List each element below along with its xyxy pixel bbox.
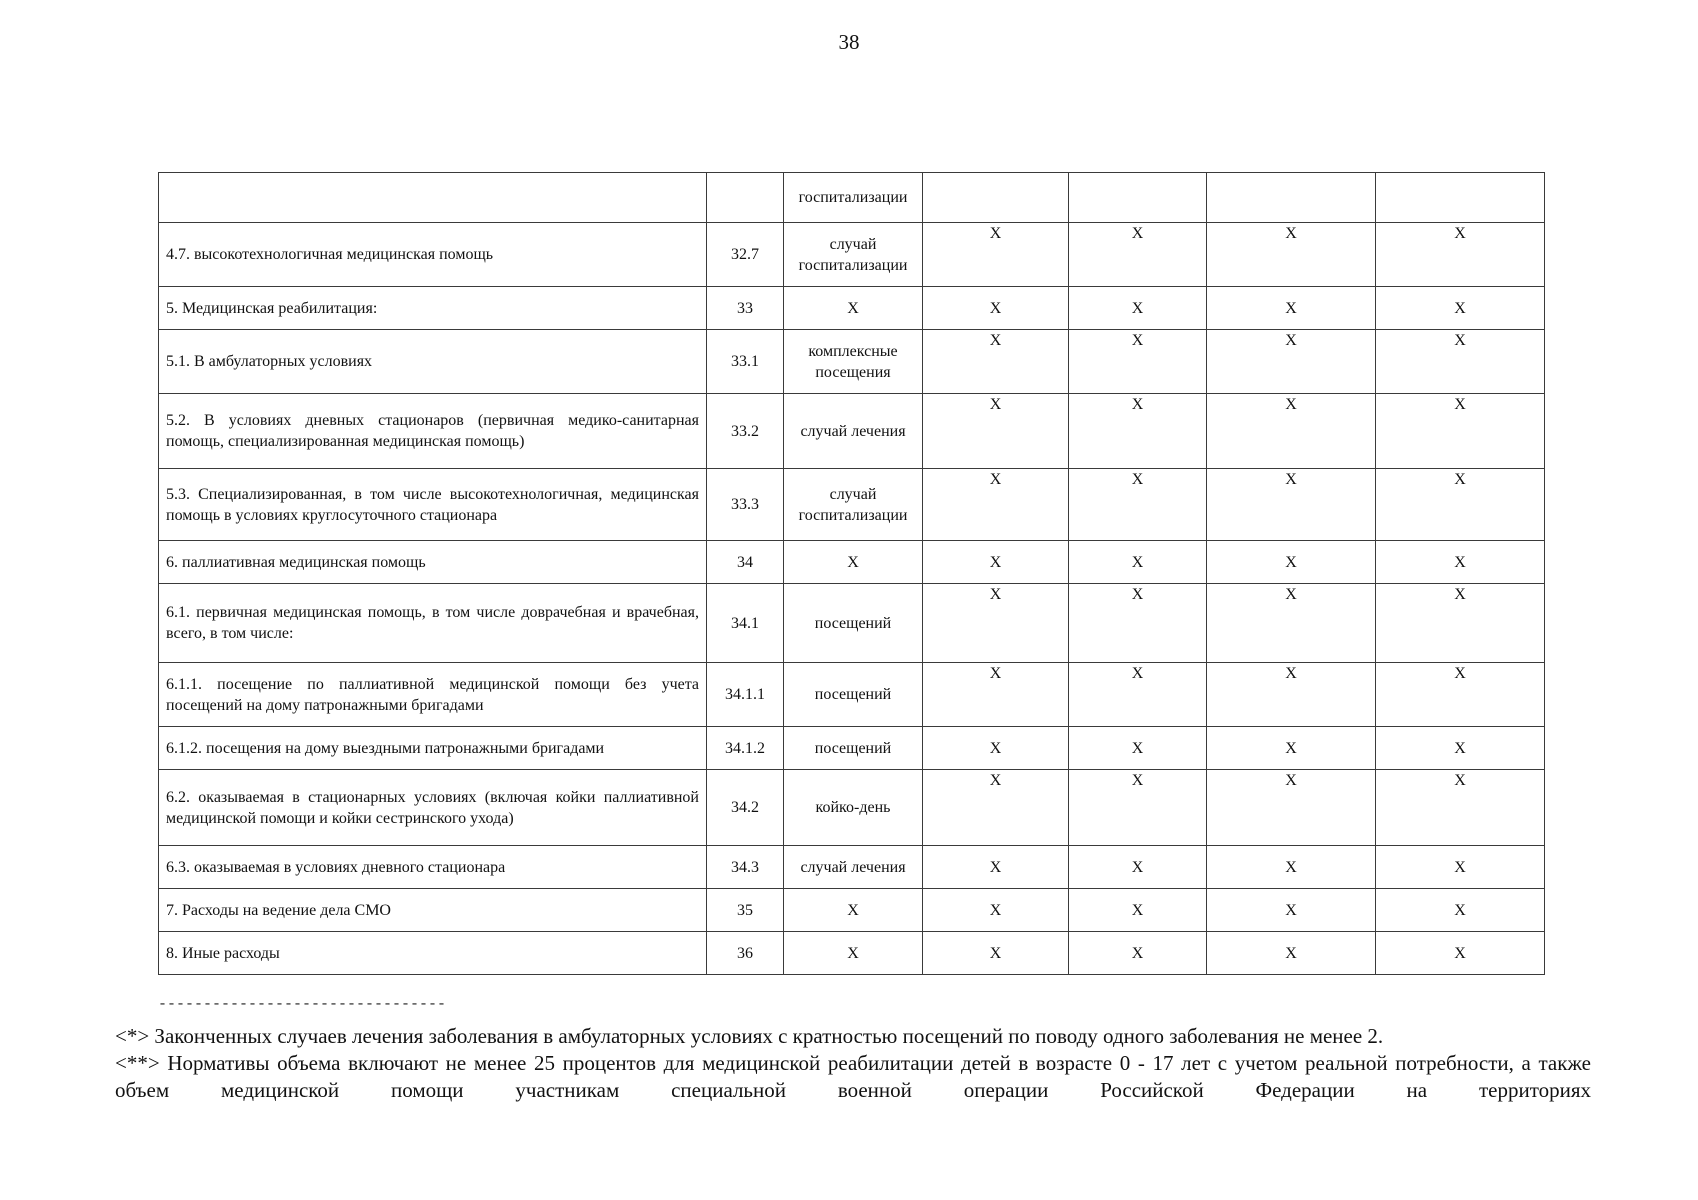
row-value-cell: X xyxy=(1376,770,1545,846)
row-value-cell: X xyxy=(923,932,1069,975)
row-value-cell: X xyxy=(1069,330,1207,394)
row-unit-cell: посещений xyxy=(784,663,923,727)
row-number-cell: 34.1 xyxy=(707,584,784,663)
row-value-cell: X xyxy=(1069,770,1207,846)
table-row xyxy=(159,469,1545,541)
footnote-2: <**> Нормативы объема включают не менее 25 процентов для медицинской реабилитации детей в возрасте 0 - 17 лет с учетом реальной потребности, а также объем медицинской помощи участникам специальной военной операции Российской Федерации на территориях xyxy=(115,1051,1591,1102)
page-number: 38 xyxy=(838,30,860,54)
row-value-cell: X xyxy=(1069,889,1207,932)
row-value-cell: X xyxy=(1207,663,1376,727)
row-value-cell: X xyxy=(1376,584,1545,663)
row-value-cell: X xyxy=(1069,287,1207,330)
row-value-cell: X xyxy=(1069,394,1207,469)
row-value-cell: X xyxy=(1207,846,1376,889)
row-name-cell: 6.3. оказываемая в условиях дневного стационара xyxy=(159,846,707,889)
row-name-cell: 8. Иные расходы xyxy=(159,932,707,975)
row-name-cell: 6.1.1. посещение по паллиативной медицинской помощи без учета посещений на дому патронажными бригадами xyxy=(159,663,707,727)
row-value-cell: X xyxy=(1069,727,1207,770)
row-value-cell: X xyxy=(1376,663,1545,727)
row-name-cell: 6.2. оказываемая в стационарных условиях (включая койки паллиативной медицинской помощи и койки сестринского ухода) xyxy=(159,770,707,846)
row-name-cell: 7. Расходы на ведение дела СМО xyxy=(159,889,707,932)
table-row xyxy=(159,770,1545,846)
table-row xyxy=(159,223,1545,287)
row-name-cell: 6. паллиативная медицинская помощь xyxy=(159,541,707,584)
table-row xyxy=(159,541,1545,584)
row-unit-cell: X xyxy=(784,287,923,330)
row-value-cell: X xyxy=(1376,889,1545,932)
row-name-cell: 5.2. В условиях дневных стационаров (первичная медико-санитарная помощь, специализированная медицинская помощь) xyxy=(159,394,707,469)
row-name-cell: 5. Медицинская реабилитация: xyxy=(159,287,707,330)
row-number-cell: 33.1 xyxy=(707,330,784,394)
row-value-cell: X xyxy=(1376,469,1545,541)
row-number-cell: 33.3 xyxy=(707,469,784,541)
table-row xyxy=(159,727,1545,770)
row-value-cell: X xyxy=(923,330,1069,394)
row-number-cell: 35 xyxy=(707,889,784,932)
row-value-cell: X xyxy=(1069,932,1207,975)
table-row xyxy=(159,663,1545,727)
row-name-cell: 5.3. Специализированная, в том числе высокотехнологичная, медицинская помощь в условиях круглосуточного стационара xyxy=(159,469,707,541)
row-value-cell: X xyxy=(923,394,1069,469)
row-unit-cell: посещений xyxy=(784,584,923,663)
table-row xyxy=(159,173,1545,223)
footnotes xyxy=(115,1023,1591,1104)
row-value-cell: X xyxy=(1207,727,1376,770)
row-value-cell: X xyxy=(1069,846,1207,889)
row-value-cell: X xyxy=(1069,584,1207,663)
row-value-cell: X xyxy=(923,889,1069,932)
row-value-cell: X xyxy=(1207,584,1376,663)
row-value-cell: X xyxy=(923,770,1069,846)
row-value-cell: X xyxy=(1376,541,1545,584)
footnote-separator: -------------------------------- xyxy=(158,996,447,1013)
row-name-cell: 4.7. высокотехнологичная медицинская помощь xyxy=(159,223,707,287)
table-row xyxy=(159,889,1545,932)
row-number-cell: 33.2 xyxy=(707,394,784,469)
row-value-cell: X xyxy=(1376,727,1545,770)
row-value-cell: X xyxy=(923,584,1069,663)
row-value-cell: X xyxy=(1207,889,1376,932)
row-number-cell: 34.3 xyxy=(707,846,784,889)
row-value-cell: X xyxy=(923,846,1069,889)
row-unit-cell: случай госпитализации xyxy=(784,469,923,541)
row-unit-cell: посещений xyxy=(784,727,923,770)
row-name-cell: 6.1.2. посещения на дому выездными патронажными бригадами xyxy=(159,727,707,770)
row-name-cell: 6.1. первичная медицинская помощь, в том числе доврачебная и врачебная, всего, в том числе: xyxy=(159,584,707,663)
row-unit-cell: случай лечения xyxy=(784,846,923,889)
table-row xyxy=(159,932,1545,975)
row-value-cell: X xyxy=(923,287,1069,330)
row-value-cell: X xyxy=(923,663,1069,727)
table-row xyxy=(159,287,1545,330)
row-unit-cell: X xyxy=(784,889,923,932)
row-name-cell: 5.1. В амбулаторных условиях xyxy=(159,330,707,394)
row-value-cell: X xyxy=(1207,330,1376,394)
row-value-cell: X xyxy=(1207,932,1376,975)
row-value-cell xyxy=(1207,173,1376,223)
table-row xyxy=(159,846,1545,889)
row-value-cell: X xyxy=(1069,541,1207,584)
table-row xyxy=(159,394,1545,469)
table-body xyxy=(159,173,1545,975)
row-number-cell: 32.7 xyxy=(707,223,784,287)
row-number-cell: 33 xyxy=(707,287,784,330)
norms-table xyxy=(158,172,1545,975)
row-unit-cell: госпитализации xyxy=(784,173,923,223)
row-value-cell: X xyxy=(923,223,1069,287)
row-value-cell: X xyxy=(1376,287,1545,330)
row-number-cell: 36 xyxy=(707,932,784,975)
row-value-cell: X xyxy=(923,727,1069,770)
row-value-cell: X xyxy=(923,469,1069,541)
row-unit-cell: случай госпитализации xyxy=(784,223,923,287)
footnote-1: <*> Законченных случаев лечения заболевания в амбулаторных условиях с кратностью посещений по поводу одного заболевания не менее 2. xyxy=(115,1024,1384,1048)
row-unit-cell: случай лечения xyxy=(784,394,923,469)
row-value-cell xyxy=(1376,173,1545,223)
row-value-cell: X xyxy=(1207,223,1376,287)
row-number-cell: 34.1.1 xyxy=(707,663,784,727)
row-value-cell: X xyxy=(923,541,1069,584)
row-value-cell: X xyxy=(1376,330,1545,394)
row-number-cell: 34.1.2 xyxy=(707,727,784,770)
row-value-cell: X xyxy=(1376,932,1545,975)
row-unit-cell: X xyxy=(784,541,923,584)
row-unit-cell: комплексные посещения xyxy=(784,330,923,394)
row-value-cell: X xyxy=(1376,394,1545,469)
row-value-cell: X xyxy=(1376,223,1545,287)
row-number-cell: 34.2 xyxy=(707,770,784,846)
row-value-cell: X xyxy=(1207,287,1376,330)
row-value-cell: X xyxy=(1207,394,1376,469)
row-number-cell: 34 xyxy=(707,541,784,584)
row-number-cell xyxy=(707,173,784,223)
row-value-cell: X xyxy=(1069,469,1207,541)
row-value-cell: X xyxy=(1376,846,1545,889)
row-unit-cell: койко-день xyxy=(784,770,923,846)
row-value-cell xyxy=(923,173,1069,223)
row-unit-cell: X xyxy=(784,932,923,975)
row-name-cell xyxy=(159,173,707,223)
table-row xyxy=(159,330,1545,394)
row-value-cell: X xyxy=(1207,770,1376,846)
row-value-cell: X xyxy=(1207,469,1376,541)
row-value-cell: X xyxy=(1069,663,1207,727)
table-row xyxy=(159,584,1545,663)
row-value-cell xyxy=(1069,173,1207,223)
row-value-cell: X xyxy=(1207,541,1376,584)
row-value-cell: X xyxy=(1069,223,1207,287)
